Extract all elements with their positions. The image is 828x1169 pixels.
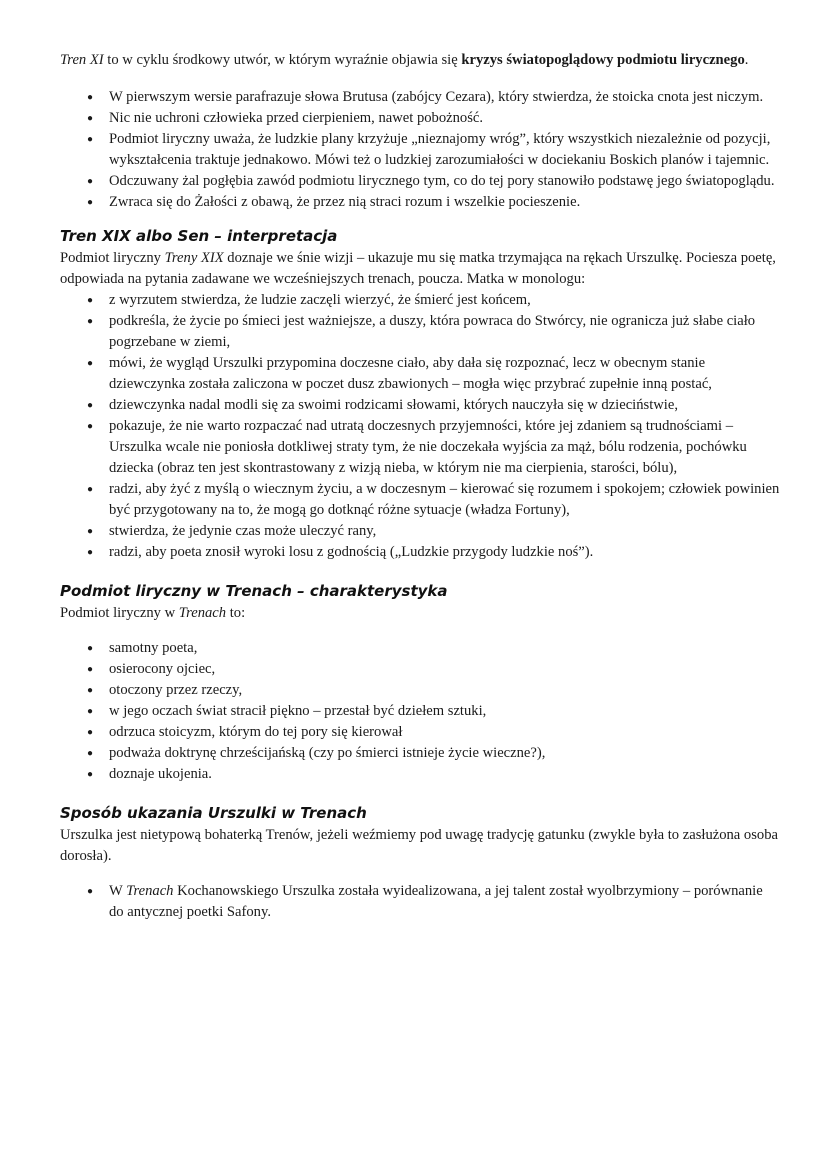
list-item: ● radzi, aby żyć z myślą o wiecznym życiu, a w doczesnym – kierować się rozumem i spokojem; człowiek powinien być przygotowany na to, że mogą go dotknąć różne sytuacje (władza Fortuny), [60,479,780,521]
list-item: ● samotny poeta, [60,638,780,659]
intro-paragraph [60,50,780,71]
list-item: ● stwierdza, że jedynie czas może uleczyć rany, [60,521,780,542]
text-run: Tren XI [60,52,104,68]
section-paragraph [60,248,780,290]
section-heading: Tren XIX albo Sen – interpretacja [60,227,338,245]
list-item: ● Odczuwany żal pogłębia zawód podmiotu lirycznego tym, co do tej pory stanowiło podstawę jego światopoglądu. [60,171,780,192]
list-item: ● Zwraca się do Żałości z obawą, że przez nią straci rozum i wszelkie pocieszenie. [60,192,780,213]
text-run: to: [226,605,246,621]
list-item: ● Nic nie uchroni człowieka przed cierpieniem, nawet pobożność. [60,108,780,129]
text-run: Podmiot liryczny [60,250,165,266]
text-run: Trenach [178,605,227,621]
text-run: kryzys światopoglądowy podmiotu lirycznego [461,52,745,68]
list-item: ● radzi, aby poeta znosił wyroki losu z godnością („Ludzkie przygody ludzkie noś”). [60,542,780,563]
section-heading: Podmiot liryczny w Trenach – charakterystyka [60,582,448,600]
bullet-list [60,638,780,785]
text-run: to w cyklu środkowy utwór, w którym wyraźnie objawia się [103,52,462,68]
list-item [60,881,780,923]
text-run: Trenach [126,883,174,899]
section-paragraph [60,825,780,867]
text-run: Urszulka jest nietypową bohaterką Trenów, jeżeli weźmiemy pod uwagę tradycję gatunku (zwykle była to zasłużona osoba dorosła). [60,827,778,864]
list-item: ● podkreśla, że życie po śmieci jest ważniejsze, a duszy, która powraca do Stwórcy, nie ogranicza już słabe ciało pogrzebane w ziemi, [60,311,780,353]
list-item: ● z wyrzutem stwierdza, że ludzie zaczęli wierzyć, że śmierć jest końcem, [60,290,780,311]
section-heading: Sposób ukazania Urszulki w Trenach [60,804,367,822]
list-item: ● mówi, że wygląd Urszulki przypomina doczesne ciało, aby dała się rozpoznać, lecz w obecnym stanie dziewczynka została zaliczona w poczet dusz zbawionych – mogła więc przybrać zupełnie inną postać, [60,353,780,395]
text-run: doznaje we śnie wizji – ukazuje mu się matka trzymająca na rękach Urszulkę. Pociesza poetę, odpowiada na pytania zadawane we wcześniejszych trenach, poucza. Matka w monologu: [60,250,776,287]
bullet-list [60,87,780,213]
list-item: ● osierocony ojciec, [60,659,780,680]
list-item: ● odrzuca stoicyzm, którym do tej pory się kierował [60,722,780,743]
list-item: ● otoczony przez rzeczy, [60,680,780,701]
text-run: . [744,52,749,68]
list-item: ● dziewczynka nadal modli się za swoimi rodzicami słowami, których nauczyła się w dzieciństwie, [60,395,780,416]
list-item: ● doznaje ukojenia. [60,764,780,785]
section-paragraph [60,603,780,624]
list-item: ● W pierwszym wersie parafrazuje słowa Brutusa (zabójcy Cezara), który stwierdza, że stoicka cnota jest niczym. [60,87,780,108]
list-item: ● podważa doktrynę chrześcijańską (czy po śmierci istnieje życie wieczne?), [60,743,780,764]
text-run: W [109,883,127,899]
list-item: ● w jego oczach świat stracił piękno – przestał być dziełem sztuki, [60,701,780,722]
list-item: ● Podmiot liryczny uważa, że ludzkie plany krzyżuje „nieznajomy wróg”, który wszystkich niezależnie od pozycji, wykształcenia traktuje jednakowo. Mówi też o ludzkiej zarozumiałości w dociekaniu Boskich planów i tajemnic. [60,129,780,171]
text-run: Kochanowskiego Urszulka została wyidealizowana, a jej talent został wyolbrzymiony – porównanie do antycznej poetki Safony. [109,883,763,920]
bullet-list [60,290,780,563]
text-run: Treny XIX [164,250,224,266]
bullet-list [60,881,780,923]
list-item: ● pokazuje, że nie warto rozpaczać nad utratą doczesnych przyjemności, które jej zdaniem są trudnościami – Urszulka wcale nie poniosła dotkliwej straty tym, że nie doczekała wyjścia za mąż, bólu rodzenia, pochówku dziecka (obraz ten jest skontrastowany z wizją nieba, w którym nie ma cierpienia, starości, bólu), [60,416,780,479]
text-run: Podmiot liryczny w [60,605,179,621]
document-page [60,50,780,923]
